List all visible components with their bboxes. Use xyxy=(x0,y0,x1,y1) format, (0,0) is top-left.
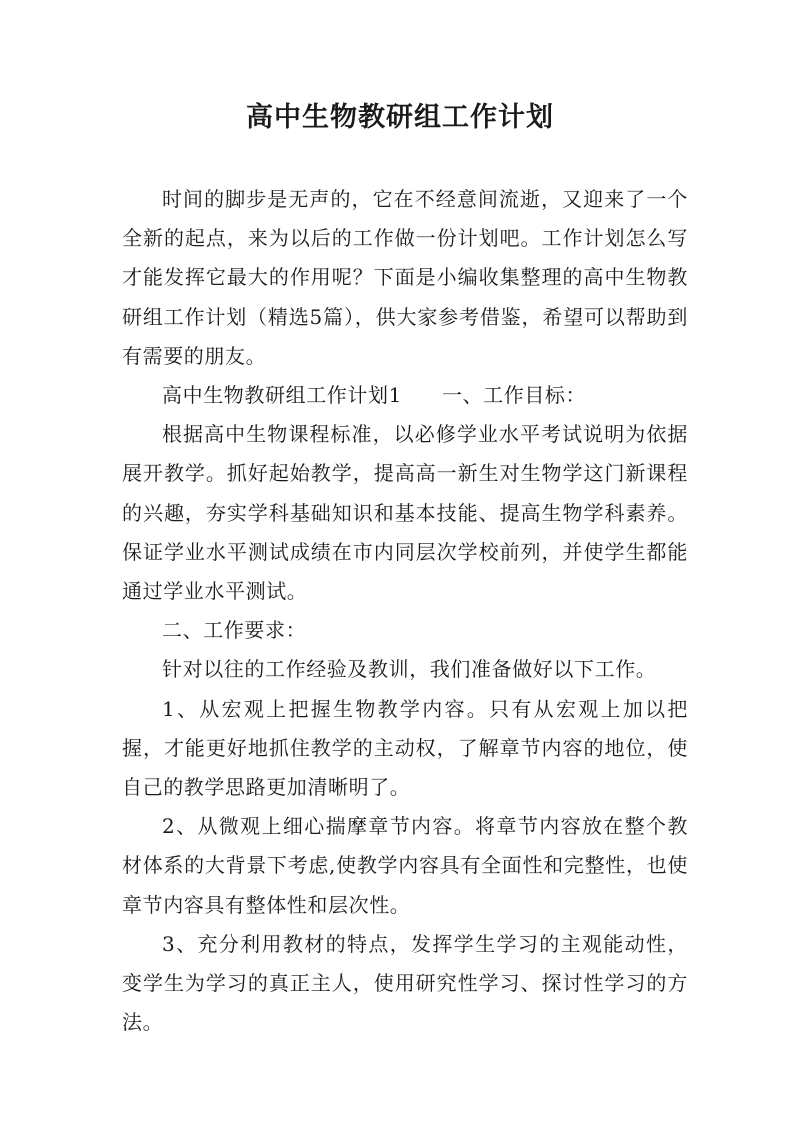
plan-1-title: 高中生物教研组工作计划1 xyxy=(162,383,402,408)
intro-paragraph: 时间的脚步是无声的，它在不经意间流逝，又迎来了一个全新的起点，来为以后的工作做一份计划吧。工作计划怎么写才能发挥它最大的作用呢？下面是小编收集整理的高中生物教研组工作计划（精选5篇），供大家参考借鉴，希望可以帮助到有需要的朋友。 xyxy=(122,187,688,368)
requirements-heading: 二、工作要求： xyxy=(162,618,307,643)
goal-paragraph: 根据高中生物课程标准，以必修学业水平考试说明为依据展开教学。抓好起始教学，提高高一新生对生物学这门新课程的兴趣，夯实学科基础知识和基本技能、提高生物学科素养。保证学业水平测试成绩在市内同层次学校前列，并使学生都能通过学业水平测试。 xyxy=(122,422,688,604)
requirement-item-2: 2、从微观上细心揣摩章节内容。将章节内容放在整个教材体系的大背景下考虑,使教学内容具有全面性和完整性，也使章节内容具有整体性和层次性。 xyxy=(122,814,688,917)
goal-heading: 一、工作目标： xyxy=(441,383,587,408)
document-title: 高中生物教研组工作计划 xyxy=(246,102,554,133)
document-body xyxy=(122,180,688,1042)
requirement-item-1: 1、从宏观上把握生物教学内容。只有从宏观上加以把握，才能更好地抓住教学的主动权，了解章节内容的地位，使自己的教学思路更加清晰明了。 xyxy=(122,696,688,800)
requirements-intro-paragraph: 针对以往的工作经验及教训，我们准备做好以下工作。 xyxy=(162,657,657,682)
section-heading-plan-1 xyxy=(122,376,688,415)
requirement-item-3: 3、充分利用教材的特点，发挥学生学习的主观能动性，变学生为学习的真正主人，使用研究性学习、探讨性学习的方法。 xyxy=(122,931,688,1035)
